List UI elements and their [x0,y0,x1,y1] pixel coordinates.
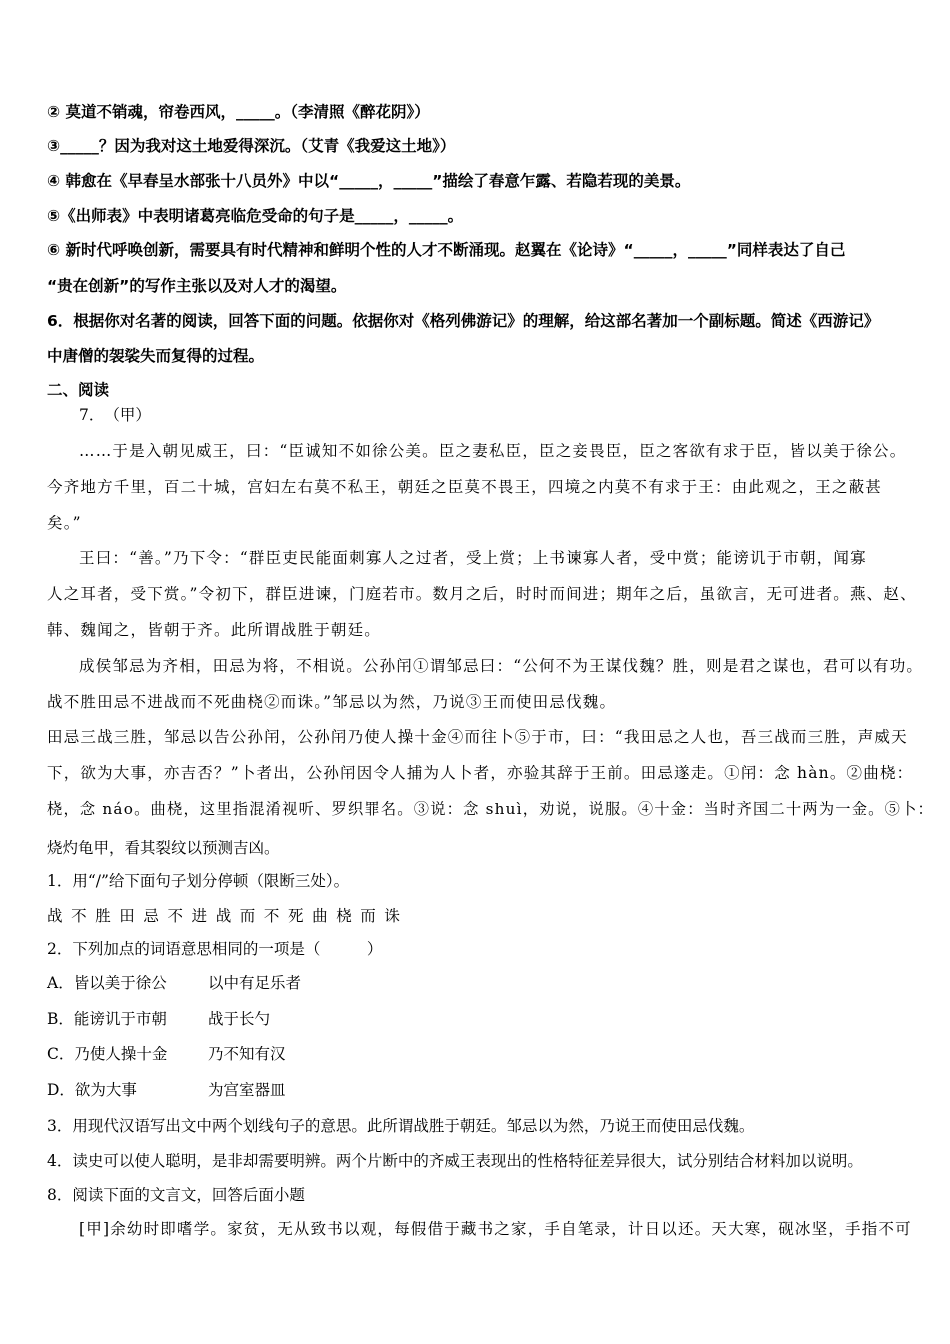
passage-p1-line1: ……于是入朝见威王，曰：“臣诚知不如徐公美。臣之妻私臣，臣之妾畏臣，臣之客欲有求于臣，皆以美于徐公。 [79,442,907,460]
poem-item-4: ④ 韩愈在《早春呈水部张十八员外》中以“_____，_____”描绘了春意乍露、若隐若现的美景。 [47,172,691,190]
subquestion-4: 4．读史可以使人聪明，是非却需要明辨。两个片断中的齐威王表现出的性格特征差异很大，试分别结合材料加以说明。 [47,1152,863,1170]
option-b-label: B．能谤讥于市朝 [47,1010,167,1028]
poem-item-2: ② 莫道不销魂，帘卷西风，_____。（李清照《醉花阴》） [47,103,430,121]
passage-p4-line2: 下，欲为大事，亦吉否？”卜者出，公孙闬因令人捕为人卜者，亦验其辞于王前。田忌遂走。①闬：念 hàn。②曲桡： [47,764,914,782]
question-6-line1: 6．根据你对名著的阅读，回答下面的问题。依据你对《格列佛游记》的理解，给这部名著加一个副标题。简述《西游记》 [47,312,880,330]
question-7-heading: 7． （甲） [79,406,151,424]
question-6-line2: 中唐僧的袈裟失而复得的过程。 [47,347,265,365]
option-a-label: A．皆以美于徐公 [47,974,167,992]
option-b-pair: 战于长勺 [208,1010,271,1028]
option-d-label: D．欲为大事 [47,1081,137,1099]
passage-p4-line1: 田忌三战三胜，邹忌以告公孙闬，公孙闬乃使人操十金④而往卜⑤于市，曰：“我田忌之人也，吾三战而三胜，声威天 [47,728,908,746]
passage-p2-line2: 人之耳者，受下赏。”令初下，群臣进谏，门庭若市。数月之后，时时而间进；期年之后，虽欲言，无可进者。燕、赵、 [47,585,917,603]
passage-p2-line3: 韩、魏闻之，皆朝于齐。此所谓战胜于朝廷。 [47,621,382,639]
section-heading: 二、阅读 [47,381,110,399]
poem-item-3: ③_____？因为我对这土地爱得深沉。（艾青《我爱这土地》） [47,137,456,155]
question-8-passage-line1: [甲]余幼时即嗜学。家贫，无从致书以观，每假借于藏书之家，手自笔录，计日以还。天大寒，砚冰坚，手指不可 [79,1220,912,1238]
option-a-pair: 以中有足乐者 [208,974,302,992]
passage-p1-line3: 矣。” [47,514,82,532]
passage-p4-line4: 烧灼龟甲，看其裂纹以预测吉凶。 [47,839,280,857]
passage-p3-line1: 成侯邹忌为齐相，田忌为将，不相说。公孙闬①谓邹忌曰：“公何不为王谋伐魏？胜，则是君之谋也，君可以有功。 [79,657,924,675]
option-c-pair: 乃不知有汉 [208,1045,286,1063]
passage-p1-line2: 今齐地方千里，百二十城，宫妇左右莫不私王，朝廷之臣莫不畏王，四境之内莫不有求于王：由此观之，王之蔽甚 [47,478,883,496]
passage-p2-line1: 王曰：“善。”乃下令：“群臣吏民能面刺寡人之过者，受上赏；上书谏寡人者，受中赏；能谤讥于市朝，闻寡 [79,549,867,567]
passage-p4-line3: 桡，念 náo。曲桡，这里指混淆视听、罗织罪名。③说：念 shuì，劝说，说服。④十金：当时齐国二十两为一金。⑤卜： [47,800,934,818]
option-d-pair: 为宫室器皿 [208,1081,286,1099]
subquestion-1: 1．用“/”给下面句子划分停顿（限断三处）。 [47,872,350,890]
subquestion-2: 2．下列加点的词语意思相同的一项是（ ） [47,940,383,958]
subquestion-3: 3．用现代汉语写出文中两个划线句子的意思。此所谓战胜于朝廷。邹忌以为然，乃说王而使田忌伐魏。 [47,1117,755,1135]
passage-p3-line2: 战不胜田忌不进战而不死曲桡②而诛。”邹忌以为然，乃说③王而使田忌伐魏。 [47,693,617,711]
subquestion-1-sentence: 战不胜田忌不进战而不死曲桡而诛 [47,907,409,925]
question-8-heading: 8．阅读下面的文言文，回答后面小题 [47,1186,305,1204]
poem-item-5: ⑤《出师表》中表明诸葛亮临危受命的句子是_____，_____。 [47,207,464,225]
poem-item-6-line1: ⑥ 新时代呼唤创新，需要具有时代精神和鲜明个性的人才不断涌现。赵翼在《论诗》“_____，_____”同样表达了自己 [47,241,846,259]
option-c-label: C．乃使人操十金 [47,1045,168,1063]
poem-item-6-line2: “贵在创新”的写作主张以及对人才的渴望。 [47,277,347,295]
